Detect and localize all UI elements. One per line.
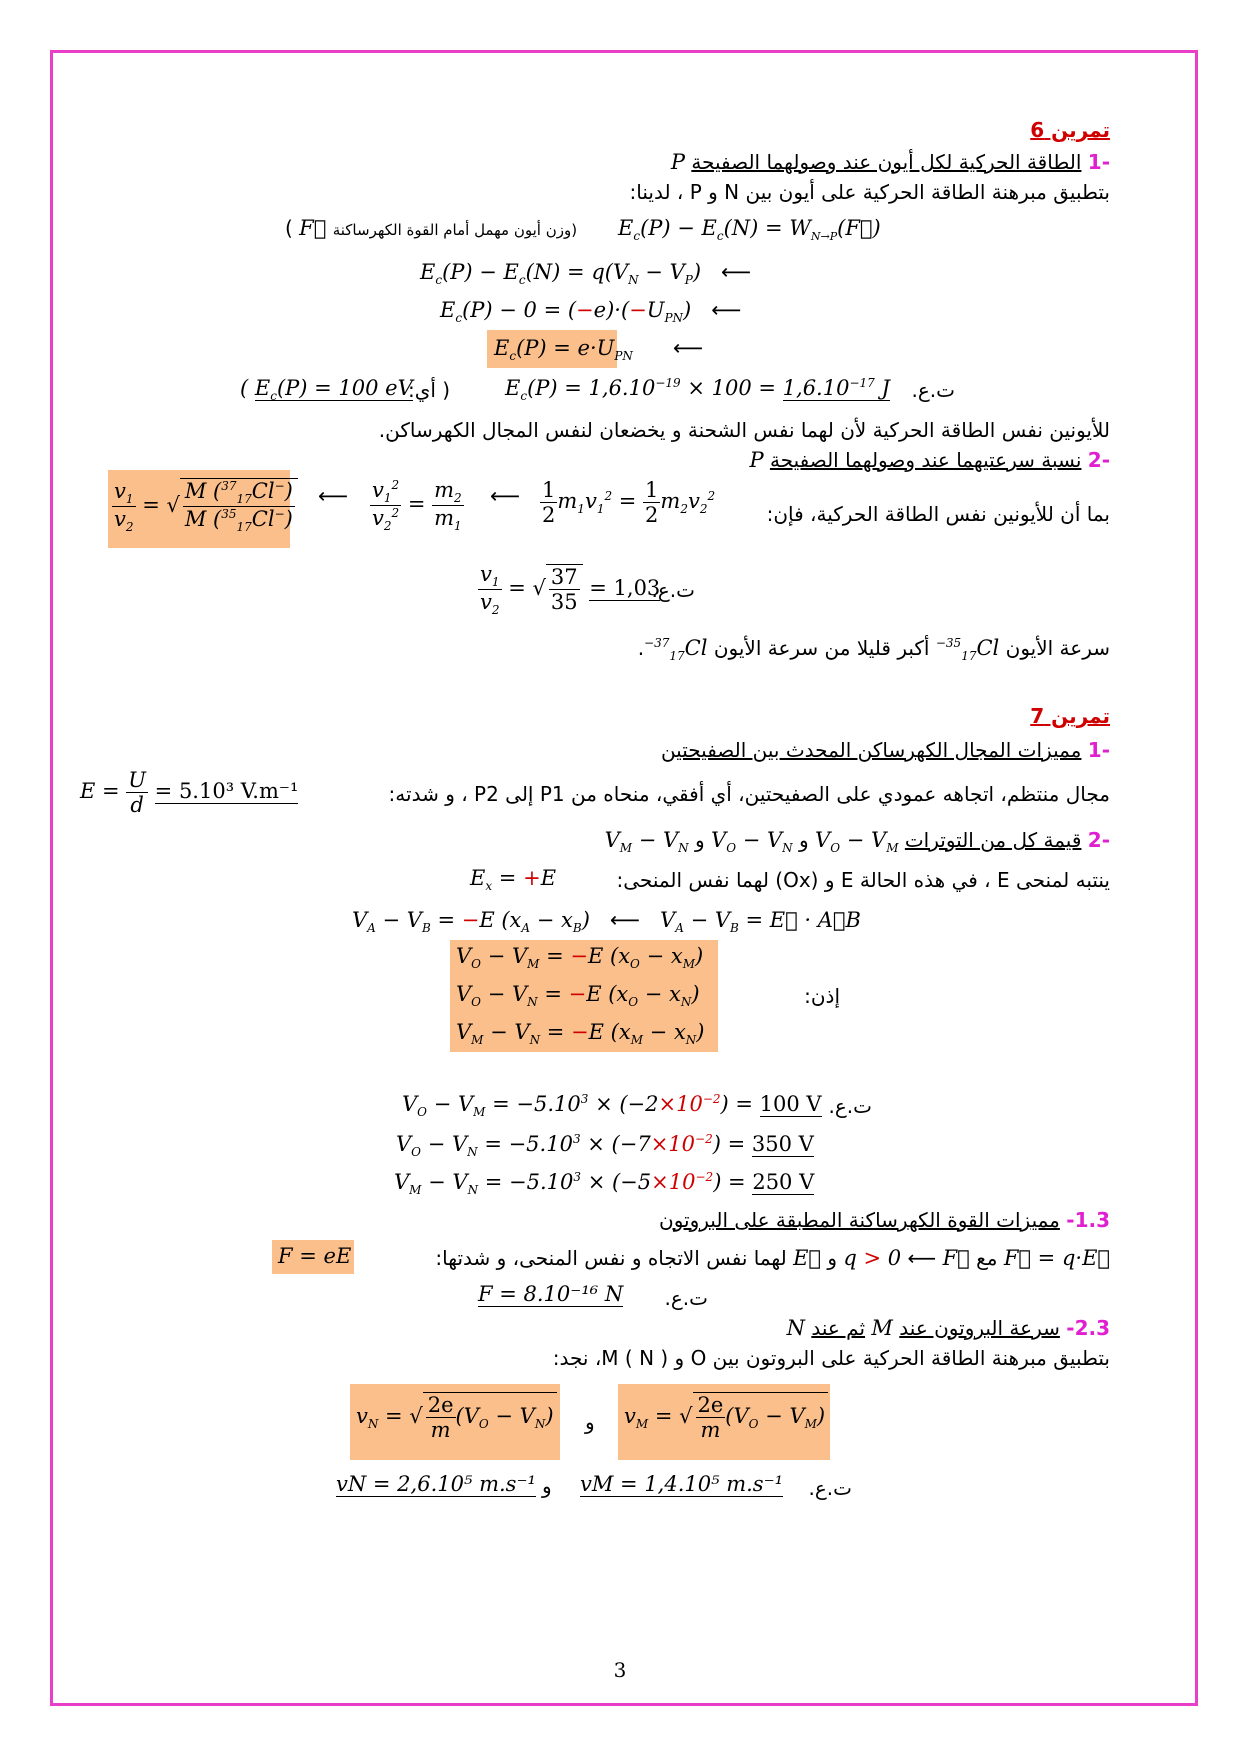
ex7-q32-title-b: ثم عند: [811, 1316, 866, 1340]
ex7-Ex: $E_x = +E$: [470, 866, 557, 894]
force-magnitude: F = 8.10⁻¹⁶ N: [478, 1282, 624, 1306]
ex7-result-OM: $V_O - V_M = -5.10^3 \times (-2\times 10^{-2}) = 100$ V: [402, 1092, 822, 1120]
ex6-q2-heading: [749, 448, 1110, 472]
ex7-numeric-label-3: ت.ع.: [808, 1476, 852, 1500]
ex7-q2-heading: -2 قيمة كل من التوترات $V_O - V_M$ و $V_O - V_N$ و $V_M - V_N$: [604, 828, 1110, 856]
ex7-q32-heading: 2.3- سرعة البروتون عند M ثم عند N: [786, 1316, 1110, 1340]
field-magnitude: = 5.10³ V.m⁻¹: [154, 779, 299, 803]
ex6-ratio-formula: $\frac{v_1}{v_2}$ = √ $\frac{M (^{37}_{17}Cl^-)}{M (^{35}_{17}Cl^-)}$: [112, 478, 298, 534]
ex7-and-2: و: [542, 1474, 552, 1498]
ex7-q31-heading: [659, 1208, 1110, 1232]
ex6-eq2: $E_c(P) - E_c(N) = q(V_N - V_P)$ ⟵: [420, 260, 752, 288]
ex6-kinetic-equality: $\frac{1}{2}$ $m_1v_1^2$ = $\frac{1}{2}$ $m_2v_2^2$: [542, 478, 716, 527]
ex6-q2-plate: P: [749, 448, 764, 472]
ex6-ay: ( أي:: [408, 378, 451, 402]
ex7-line1: مجال منتظم، اتجاهه عمودي على الصفيحتين، أي أفقي، منحاه من P1 إلى P2 ، و شدته:: [388, 782, 1110, 806]
ex7-q2-number: -2: [1087, 828, 1110, 852]
ex7-line2: ينتبه لمنحى E ، في هذه الحالة E و (Ox) لهما نفس المنحى:: [616, 868, 1110, 892]
ex6-q1-title: الطاقة الحركية لكل أيون عند وصولهما الصفيحة: [691, 150, 1082, 174]
ex6-eq1: $E_c(P) - E_c(N)$ = $W_{N\to P}(F⃗)$: [618, 216, 881, 244]
exercise-6-title: تمرين 6: [1030, 118, 1110, 142]
ex7-numeric-label: ت.ع.: [828, 1094, 872, 1118]
ex7-q32-title-a: سرعة البروتون عند: [899, 1316, 1060, 1340]
ex6-arrow-a: ⟵: [318, 484, 349, 508]
ex6-arrow-b: ⟵: [490, 484, 521, 508]
page-number: 3: [613, 1658, 627, 1682]
ex6-q1-plate: P: [670, 150, 685, 174]
weight-note-text: (وزن أيون مهمل أمام القوة الكهرساكنة: [332, 221, 578, 239]
ex6-q2-number: -2: [1087, 448, 1110, 472]
ex6-eq4: $E_c(P) = e\cdot U_{PN}$ ⟵: [494, 336, 704, 364]
ex7-vN-value: [336, 1472, 536, 1496]
force-description: لهما نفس الاتجاه و نفس المنحى، و شدتها:: [435, 1246, 787, 1270]
ex6-q2-title: نسبة سرعتيهما عند وصولهما الصفيحة: [769, 448, 1082, 472]
ex7-result-MN: $V_M - V_N = -5.10^3 \times (-5\times 10^{-2}) = 250$ V: [394, 1170, 815, 1198]
ex7-line31: F⃗ = q·E⃗ مع q > 0 ⟵ F⃗ و E⃗ لهما نفس الاتجاه و نفس المنحى، و شدتها:: [435, 1246, 1110, 1270]
ex7-potential-general: $V_A - V_B = -E$ $(x_A - x_B)$ ⟵ $V_A - V_B$ = E⃗ · A⃗B: [352, 908, 861, 936]
ex6-velocity-mass-ratio: $\frac{v_1^2}{v_2^2}$ = $\frac{m_2}{m_1}$: [372, 478, 462, 534]
ex6-eq5: $E_c(P) = 1,6.10^{-19} \times 100 = 1,6.10^{-17}$ J: [505, 376, 890, 404]
ex6-line1: بتطبيق مبرهنة الطاقة الحركية على أيون بين N و P ، لدينا:: [629, 180, 1110, 204]
ex7-field-value: E = $\frac{U}{d}$ = 5.10³ V.m⁻¹: [80, 768, 299, 817]
ex6-eq5b: ( $E_c(P) = 100$ eV: [240, 376, 413, 404]
ex7-formula-OM: $V_O - V_M = -E$ $(x_O - x_M)$: [456, 944, 704, 972]
ex7-vM-value: [580, 1472, 783, 1496]
ex7-formula-MN: $V_M - V_N = -E$ $(x_M - x_N)$: [456, 1020, 705, 1048]
ex6-ratio-value: $\frac{v_1}{v_2}$ = √ $\frac{37}{35}$ = 1,03: [480, 562, 661, 618]
ex7-q1-title: مميزات المجال الكهرساكن المحدث بين الصفيحتين: [660, 738, 1082, 762]
ex7-q31-number: 1.3-: [1066, 1208, 1110, 1232]
ex7-force-value: [478, 1282, 623, 1306]
vM-result: vM = 1,4.10⁵ m.s⁻¹: [580, 1472, 784, 1496]
ex7-q31-title: مميزات القوة الكهرساكنة المطبقة على البروتون: [659, 1208, 1060, 1232]
ex6-conclusion2: سرعة الأيون $^{35}_{17}$Cl− أكبر قليلا من سرعة الأيون $^{37}_{17}$Cl−.: [637, 636, 1110, 664]
ex6-numeric-label: ت.ع.: [911, 378, 955, 402]
exercise-7-title: تمرين 7: [1030, 704, 1110, 728]
ex7-numeric-label-2: ت.ع.: [664, 1286, 708, 1310]
vN-result: vN = 2,6.10⁵ m.s⁻¹: [336, 1472, 536, 1496]
ex7-formula-ON: $V_O - V_N = -E$ $(x_O - x_N)$: [456, 982, 700, 1010]
ex6-q1-number: -1: [1087, 150, 1110, 174]
ex7-line32: بتطبيق مبرهنة الطاقة الحركية على البروتون بين O و M ( N )، نجد:: [552, 1346, 1110, 1370]
ex7-force-formula: F = eE: [278, 1244, 352, 1268]
ex7-vM-formula: $v_M$ = √ $\frac{2e}{m}$ $(V_O - V_M)$: [624, 1392, 828, 1442]
ex7-idhan: إذن:: [804, 984, 840, 1008]
ratio-result: = 1,03: [589, 576, 661, 601]
ex6-eq3: $E_c(P) - 0 = (-e)\cdot(-U_{PN})$ ⟵: [440, 298, 742, 326]
conclusion2-part-a: سرعة الأيون: [1005, 636, 1110, 660]
ex7-vN-formula: $v_N$ = √ $\frac{2e}{m}$ $(V_O - V_N)$: [356, 1392, 557, 1442]
conclusion2-part-b: أكبر قليلا من سرعة الأيون: [713, 636, 930, 660]
ex7-and-1: و: [585, 1410, 595, 1434]
ex6-numeric-label-2: ت.ع.: [651, 578, 695, 602]
ex7-q1-number: -1: [1087, 738, 1110, 762]
ex6-weight-note: (وزن أيون مهمل أمام القوة الكهرساكنة F⃗ ): [285, 216, 578, 240]
ex6-conclusion1: للأيونين نفس الطاقة الحركية لأن لهما نفس الشحنة و يخضعان لنفس المجال الكهرساكن.: [378, 418, 1110, 442]
ex7-q1-heading: [661, 738, 1110, 762]
ex7-q32-number: 2.3-: [1066, 1316, 1110, 1340]
ex7-result-ON: $V_O - V_N = -5.10^3 \times (-7\times 10^{-2}) = 350$ V: [396, 1132, 814, 1160]
ex6-line2: بما أن للأيونين نفس الطاقة الحركية، فإن:: [766, 502, 1110, 526]
ex6-q1-heading: [671, 150, 1110, 174]
ex7-q2-title: قيمة كل من التوترات: [904, 828, 1082, 852]
